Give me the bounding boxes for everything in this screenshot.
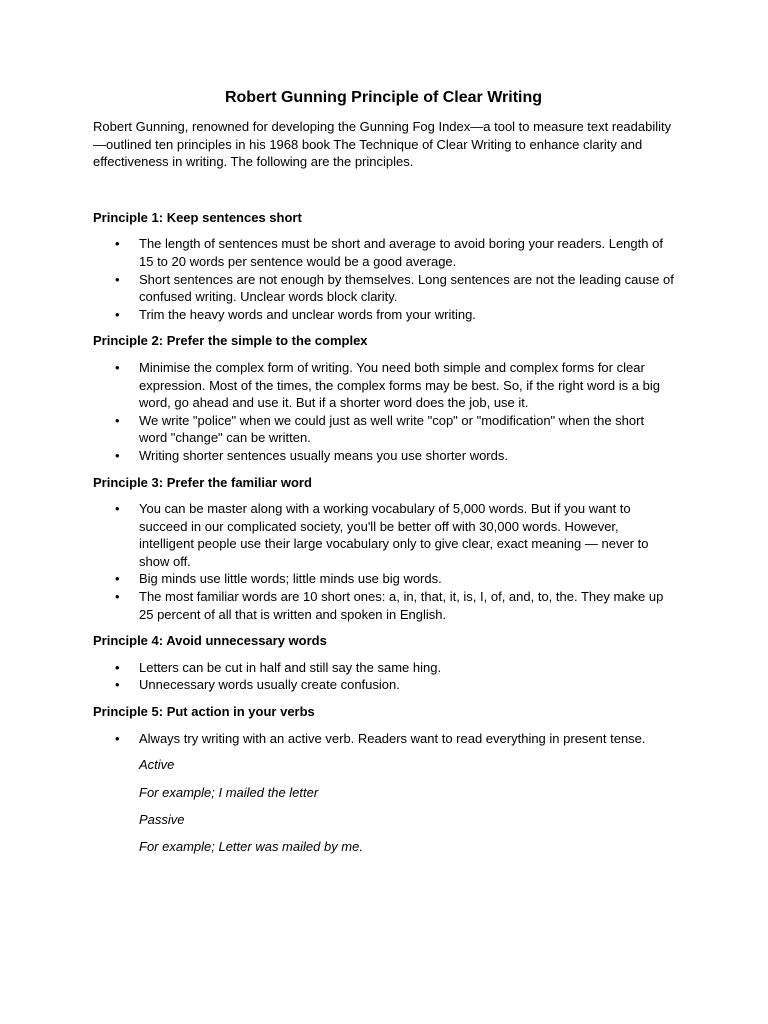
document-title: Robert Gunning Principle of Clear Writing [224, 89, 543, 106]
bullet-text: Unnecessary words usually create confusion. [139, 677, 400, 693]
bullet-text: We write "police" when we could just as well write "cop" or "modification" when the short word "change" can be written. [139, 412, 645, 446]
bullet-text: The most familiar words are 10 short ones: a, in, that, it, is, I, of, and, to, the. They make up 25 percent of all that is written and spoken in English. [139, 589, 664, 622]
bullet-icon: • [115, 236, 120, 252]
list-item [115, 730, 674, 748]
principle-heading: Principle 1: Keep sentences short [93, 209, 302, 225]
bullet-text: Trim the heavy words and unclear words from your writing. [139, 306, 476, 322]
bullet-icon: • [115, 501, 120, 517]
bullet-list [93, 500, 674, 623]
list-item [115, 306, 674, 324]
list-item [115, 570, 674, 588]
bullet-list [93, 730, 674, 748]
list-item [115, 500, 674, 570]
principle-5 [93, 703, 674, 856]
bullet-text: Writing shorter sentences usually means you use shorter words. [139, 447, 508, 463]
principle-3 [93, 474, 674, 624]
bullet-icon: • [115, 447, 120, 463]
list-item [115, 359, 674, 412]
bullet-icon: • [115, 412, 120, 428]
bullet-text: Minimise the complex form of writing. You need both simple and complex forms for clear expression. Most of the times, the complex forms may be best. So, if the right word is a big word, go ahead and use it. But if a shorter word does the job, use it. [139, 359, 660, 411]
principle-heading: Principle 3: Prefer the familiar word [93, 474, 312, 490]
bullet-text: Letters can be cut in half and still say the same hing. [139, 659, 442, 675]
principle-4 [93, 632, 674, 694]
bullet-list [93, 235, 674, 323]
example-sentence-active: For example; I mailed the letter [139, 784, 319, 800]
list-item [115, 447, 674, 465]
example-label-active: Active [139, 757, 175, 773]
bullet-icon: • [115, 730, 120, 746]
example-block [93, 756, 674, 856]
bullet-list [93, 659, 674, 694]
list-item [115, 412, 674, 447]
principle-1 [93, 209, 674, 324]
bullet-list [93, 359, 674, 465]
list-item [115, 271, 674, 306]
list-item [115, 588, 674, 623]
bullet-text: Big minds use little words; little minds use big words. [139, 571, 442, 587]
bullet-icon: • [115, 659, 120, 675]
bullet-text: The length of sentences must be short and average to avoid boring your readers. Length of 15 to 20 words per sentence would be a good average. [139, 236, 663, 269]
bullet-icon: • [115, 359, 120, 375]
list-item [115, 676, 674, 694]
principle-heading: Principle 4: Avoid unnecessary words [93, 633, 327, 649]
example-sentence-passive: For example; Letter was mailed by me. [139, 839, 363, 855]
bullet-text: You can be master along with a working vocabulary of 5,000 words. But if you want to succeed in our complicated society, you'll be better off with 30,000 words. However, intelligent people use their large vocabulary only to give clear, exact meaning — never to show off. [139, 501, 649, 569]
bullet-text: Short sentences are not enough by themselves. Long sentences are not the leading cause of confused writing. Unclear words block clarity. [139, 271, 674, 305]
list-item [115, 235, 674, 270]
intro-paragraph: Robert Gunning, renowned for developing the Gunning Fog Index—a tool to measure text readability—outlined ten principles in his 1968 book The Technique of Clear Writing to enhance clarity and effectiveness in writing. The following are the principles. [93, 119, 672, 170]
list-item [115, 659, 674, 677]
bullet-icon: • [115, 677, 120, 693]
example-label-passive: Passive [139, 812, 185, 827]
bullet-icon: • [115, 306, 120, 322]
bullet-icon: • [115, 271, 120, 287]
bullet-icon: • [115, 589, 120, 605]
bullet-text: Always try writing with an active verb. Readers want to read everything in present tense. [139, 730, 646, 746]
principle-heading: Principle 5: Put action in your verbs [93, 704, 315, 720]
bullet-icon: • [115, 571, 120, 587]
principle-2 [93, 332, 674, 464]
principle-heading: Principle 2: Prefer the simple to the complex [93, 333, 368, 349]
